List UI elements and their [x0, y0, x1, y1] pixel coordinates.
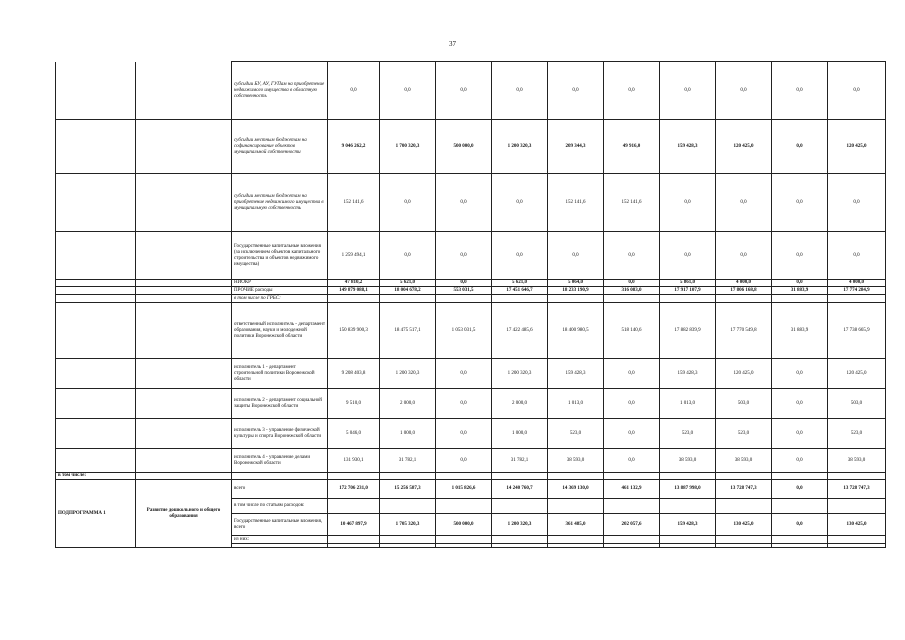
table-row — [56, 174, 886, 232]
value-cell: 1 200 320,3 — [492, 359, 548, 389]
table-row — [56, 359, 886, 389]
value-cell: 9 208 403,8 — [328, 359, 380, 389]
value-cell: 0,0 — [828, 232, 886, 280]
row-label: всего — [232, 480, 328, 499]
value-cell: 4 000,0 — [828, 280, 886, 287]
row-label: субсидии БУ, АУ, ГУПам на приобретение недвижимого имущества в областную собственность — [232, 62, 328, 120]
value-cell: 209 344,3 — [548, 120, 604, 174]
value-cell: 159 428,3 — [660, 359, 716, 389]
value-cell: 120 425,0 — [716, 120, 772, 174]
subprogram-id: ПОДПРОГРАММА 1 — [56, 480, 136, 548]
value-cell: 9 046 262,2 — [328, 120, 380, 174]
value-cell: 1 013,0 — [660, 389, 716, 419]
table-row: ПОДПРОГРАММА 1 Развитие дошкольного и общего образования всего 172 706 231,0 15 256 587,3 1 015 826,6 14 240 760,7 14 369 130,0 461 132,9 13 887 998,0 13 728 747,3 0,0 13 728 747,3 — [56, 480, 886, 499]
table-row — [56, 419, 886, 449]
value-cell: 152 141,6 — [604, 174, 660, 232]
row-label: субсидии местным бюджетам на приобретение недвижимого имущества в муниципальную собственность — [232, 174, 328, 232]
value-cell: 1 259 494,1 — [328, 232, 380, 280]
value-cell: 0,0 — [436, 232, 492, 280]
value-cell: 149 879 088,1 — [328, 287, 380, 295]
value-cell: 0,0 — [604, 419, 660, 449]
value-cell: 17 774 284,9 — [828, 287, 886, 295]
value-cell: 0,0 — [492, 174, 548, 232]
value-cell: 18 400 980,5 — [548, 303, 604, 359]
value-cell: 503,0 — [716, 389, 772, 419]
value-cell — [604, 295, 660, 303]
row-label: НИОКР — [232, 280, 328, 287]
table-row — [56, 287, 886, 295]
row-label: Государственные капитальные вложения, всего — [232, 514, 328, 536]
value-cell: 0,0 — [436, 359, 492, 389]
value-cell: 0,0 — [660, 232, 716, 280]
value-cell: 503,0 — [828, 389, 886, 419]
table-row — [56, 232, 886, 280]
table-row — [56, 280, 886, 287]
value-cell: 0,0 — [380, 232, 436, 280]
row-label: исполнитель 4 - управление делами Воронежской области — [232, 449, 328, 473]
value-cell: 0,0 — [436, 389, 492, 419]
value-cell — [660, 295, 716, 303]
value-cell: 0,0 — [716, 174, 772, 232]
value-cell: 31 883,9 — [772, 287, 828, 295]
value-cell: 159 428,3 — [660, 120, 716, 174]
value-cell: 0,0 — [660, 174, 716, 232]
row-label: в том числе по ГРБС: — [232, 295, 328, 303]
value-cell: 0,0 — [604, 449, 660, 473]
value-cell: 0,0 — [604, 280, 660, 287]
value-cell: 17 770 549,8 — [716, 303, 772, 359]
value-cell — [548, 295, 604, 303]
value-cell: 2 000,0 — [380, 389, 436, 419]
value-cell: 0,0 — [772, 120, 828, 174]
value-cell: 18 004 678,2 — [380, 287, 436, 295]
value-cell: 1 000,0 — [380, 419, 436, 449]
row-label: субсидии местным бюджетам на софинансирование объектов муниципальной собственности — [232, 120, 328, 174]
value-cell: 120 425,0 — [828, 359, 886, 389]
value-cell: 0,0 — [772, 62, 828, 120]
row-label: ПРОЧИЕ расходы — [232, 287, 328, 295]
table-row — [56, 62, 886, 120]
value-cell: 0,0 — [492, 232, 548, 280]
table-row — [56, 389, 886, 419]
table-row — [56, 303, 886, 359]
row-label: Государственные капитальные вложения (за исключением объектов капитального строительства и объектов недвижимого имущества) — [232, 232, 328, 280]
value-cell: 0,0 — [716, 62, 772, 120]
value-cell — [716, 295, 772, 303]
row-label: ответственный исполнитель - департамент образования, науки и молодежной политики Воронежской области — [232, 303, 328, 359]
value-cell: 0,0 — [380, 174, 436, 232]
value-cell: 1 200 320,3 — [380, 359, 436, 389]
value-cell: 17 882 839,9 — [660, 303, 716, 359]
value-cell: 159 428,3 — [548, 359, 604, 389]
row-label: из них: — [232, 536, 328, 544]
value-cell: 1 200 320,3 — [492, 120, 548, 174]
value-cell: 0,0 — [436, 280, 492, 287]
value-cell: 0,0 — [660, 62, 716, 120]
value-cell: 31 782,1 — [492, 449, 548, 473]
value-cell: 518 140,6 — [604, 303, 660, 359]
value-cell — [772, 295, 828, 303]
value-cell: 1 013,0 — [548, 389, 604, 419]
value-cell: 523,0 — [548, 419, 604, 449]
value-cell: 0,0 — [604, 62, 660, 120]
value-cell: 17 451 646,7 — [492, 287, 548, 295]
value-cell: 316 083,0 — [604, 287, 660, 295]
value-cell: 0,0 — [436, 62, 492, 120]
value-cell: 500 000,0 — [436, 120, 492, 174]
value-cell: 1 053 031,5 — [436, 303, 492, 359]
value-cell: 0,0 — [772, 389, 828, 419]
value-cell: 9 510,0 — [328, 389, 380, 419]
value-cell: 0,0 — [772, 174, 828, 232]
value-cell: 553 031,5 — [436, 287, 492, 295]
value-cell: 0,0 — [772, 449, 828, 473]
value-cell: 0,0 — [772, 359, 828, 389]
value-cell: 0,0 — [604, 389, 660, 419]
value-cell: 0,0 — [828, 174, 886, 232]
value-cell: 0,0 — [380, 62, 436, 120]
value-cell: 17 422 485,6 — [492, 303, 548, 359]
value-cell — [828, 295, 886, 303]
value-cell: 5 064,0 — [548, 280, 604, 287]
value-cell: 0,0 — [772, 280, 828, 287]
value-cell: 2 000,0 — [492, 389, 548, 419]
value-cell: 0,0 — [436, 419, 492, 449]
value-cell: 5 046,0 — [328, 419, 380, 449]
value-cell: 120 425,0 — [716, 359, 772, 389]
value-cell: 0,0 — [716, 232, 772, 280]
value-cell: 18 475 517,1 — [380, 303, 436, 359]
value-cell: 4 000,0 — [716, 280, 772, 287]
budget-table — [55, 61, 886, 548]
value-cell: 0,0 — [604, 232, 660, 280]
value-cell: 31 782,1 — [380, 449, 436, 473]
value-cell: 5 621,0 — [492, 280, 548, 287]
value-cell: 5 861,0 — [660, 280, 716, 287]
table-row — [56, 295, 886, 303]
row-label: исполнитель 3 - управление физической культуры и спорта Воронежской области — [232, 419, 328, 449]
value-cell: 38 593,0 — [548, 449, 604, 473]
value-cell: 150 839 900,3 — [328, 303, 380, 359]
value-cell: 31 883,9 — [772, 303, 828, 359]
value-cell: 152 141,6 — [548, 174, 604, 232]
row-label: исполнитель 1 - департамент строительной политики Воронежской области — [232, 359, 328, 389]
value-cell: 17 738 665,9 — [828, 303, 886, 359]
in-that-number-label: в том числе: — [56, 473, 136, 480]
value-cell: 0,0 — [772, 232, 828, 280]
row-label: исполнитель 2 - департамент социальной защиты Воронежской области — [232, 389, 328, 419]
value-cell: 0,0 — [604, 359, 660, 389]
value-cell: 47 810,2 — [328, 280, 380, 287]
value-cell: 523,0 — [716, 419, 772, 449]
value-cell: 0,0 — [328, 62, 380, 120]
value-cell: 38 593,0 — [828, 449, 886, 473]
value-cell: 38 593,0 — [660, 449, 716, 473]
value-cell — [436, 295, 492, 303]
value-cell: 17 917 107,9 — [660, 287, 716, 295]
value-cell: 0,0 — [436, 449, 492, 473]
value-cell: 0,0 — [436, 174, 492, 232]
value-cell: 1 000,0 — [492, 419, 548, 449]
subprogram-title: Развитие дошкольного и общего образования — [136, 480, 232, 548]
table-row — [56, 120, 886, 174]
value-cell: 120 425,0 — [828, 120, 886, 174]
value-cell: 0,0 — [828, 62, 886, 120]
value-cell — [328, 295, 380, 303]
table-row — [56, 473, 886, 480]
value-cell: 5 621,0 — [380, 280, 436, 287]
value-cell: 523,0 — [660, 419, 716, 449]
value-cell: 1 700 320,3 — [380, 120, 436, 174]
value-cell: 523,0 — [828, 419, 886, 449]
value-cell: 0,0 — [548, 62, 604, 120]
value-cell: 0,0 — [492, 62, 548, 120]
value-cell — [492, 295, 548, 303]
table-row — [56, 449, 886, 473]
row-label: в том числе по статьям расходов: — [232, 499, 328, 514]
value-cell: 0,0 — [548, 232, 604, 280]
value-cell: 38 593,0 — [716, 449, 772, 473]
value-cell: 0,0 — [772, 419, 828, 449]
table-row: Государственные капитальные вложения, всего 10 467 897,9 1 705 320,3 500 000,0 1 200 320,3 361 485,0 202 057,6 159 428,3 130 425,0 0,0 130 425,0 — [56, 514, 886, 536]
value-cell: 152 141,6 — [328, 174, 380, 232]
value-cell: 131 930,1 — [328, 449, 380, 473]
page-number: 37 — [449, 40, 456, 48]
value-cell: 18 233 190,9 — [548, 287, 604, 295]
value-cell: 49 916,0 — [604, 120, 660, 174]
value-cell: 17 806 168,8 — [716, 287, 772, 295]
value-cell — [380, 295, 436, 303]
